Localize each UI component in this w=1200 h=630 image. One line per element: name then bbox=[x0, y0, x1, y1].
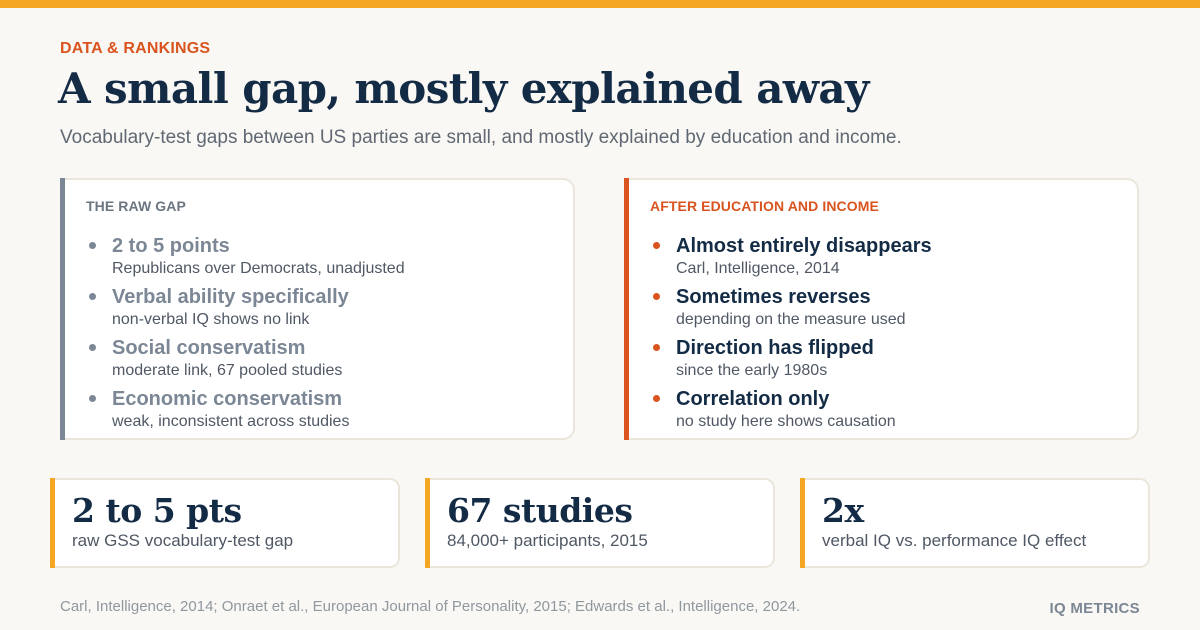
item-title: Almost entirely disappears bbox=[676, 235, 932, 257]
list-item bbox=[650, 285, 932, 336]
stat-value: 2x bbox=[822, 491, 864, 530]
stat-description: verbal IQ vs. performance IQ effect bbox=[822, 531, 1087, 550]
brand-wordmark: IQ METRICS bbox=[1049, 600, 1140, 617]
stat-card-raw-gap bbox=[50, 478, 400, 568]
list-item bbox=[86, 285, 405, 336]
adjusted-gap-panel bbox=[624, 178, 1139, 440]
eyebrow-label: DATA & RANKINGS bbox=[60, 40, 211, 57]
list-item bbox=[86, 387, 405, 438]
bullet-dot-icon bbox=[653, 293, 660, 300]
panel-label: THE RAW GAP bbox=[86, 198, 186, 214]
list-item bbox=[650, 387, 932, 438]
stat-card-studies bbox=[425, 478, 775, 568]
item-description: non-verbal IQ shows no link bbox=[112, 311, 310, 328]
item-description: weak, inconsistent across studies bbox=[112, 413, 350, 430]
item-title: Social conservatism bbox=[112, 337, 306, 359]
bullet-dot-icon bbox=[89, 242, 96, 249]
raw-gap-list bbox=[86, 234, 405, 438]
top-accent-bar bbox=[0, 0, 1200, 8]
item-description: depending on the measure used bbox=[676, 311, 906, 328]
stat-card-verbal-effect bbox=[800, 478, 1150, 568]
bullet-dot-icon bbox=[653, 242, 660, 249]
stat-description: 84,000+ participants, 2015 bbox=[447, 531, 648, 550]
raw-gap-panel bbox=[60, 178, 575, 440]
panel-label: AFTER EDUCATION AND INCOME bbox=[650, 198, 879, 214]
item-title: Correlation only bbox=[676, 388, 830, 410]
bullet-dot-icon bbox=[89, 395, 96, 402]
stat-value: 2 to 5 pts bbox=[72, 491, 242, 530]
item-description: since the early 1980s bbox=[676, 362, 828, 379]
page-title: A small gap, mostly explained away bbox=[58, 64, 869, 113]
item-title: 2 to 5 points bbox=[112, 235, 230, 257]
page-subtitle: Vocabulary-test gaps between US parties are small, and mostly explained by education and income. bbox=[60, 127, 902, 148]
item-title: Economic conservatism bbox=[112, 388, 343, 410]
item-title: Verbal ability specifically bbox=[112, 286, 349, 308]
list-item bbox=[86, 336, 405, 387]
bullet-dot-icon bbox=[653, 395, 660, 402]
list-item bbox=[86, 234, 405, 285]
item-description: Carl, Intelligence, 2014 bbox=[676, 260, 840, 277]
source-citation: Carl, Intelligence, 2014; Onraet et al., European Journal of Personality, 2015; Edwards et al., Intelligence, 2024. bbox=[60, 598, 801, 615]
stat-value: 67 studies bbox=[447, 491, 633, 530]
item-title: Direction has flipped bbox=[676, 337, 874, 359]
item-description: no study here shows causation bbox=[676, 413, 896, 430]
stat-description: raw GSS vocabulary-test gap bbox=[72, 531, 294, 550]
list-item bbox=[650, 234, 932, 285]
list-item bbox=[650, 336, 932, 387]
adjusted-gap-list bbox=[650, 234, 932, 438]
item-title: Sometimes reverses bbox=[676, 286, 871, 308]
item-description: moderate link, 67 pooled studies bbox=[112, 362, 343, 379]
bullet-dot-icon bbox=[653, 344, 660, 351]
bullet-dot-icon bbox=[89, 344, 96, 351]
bullet-dot-icon bbox=[89, 293, 96, 300]
item-description: Republicans over Democrats, unadjusted bbox=[112, 260, 405, 277]
